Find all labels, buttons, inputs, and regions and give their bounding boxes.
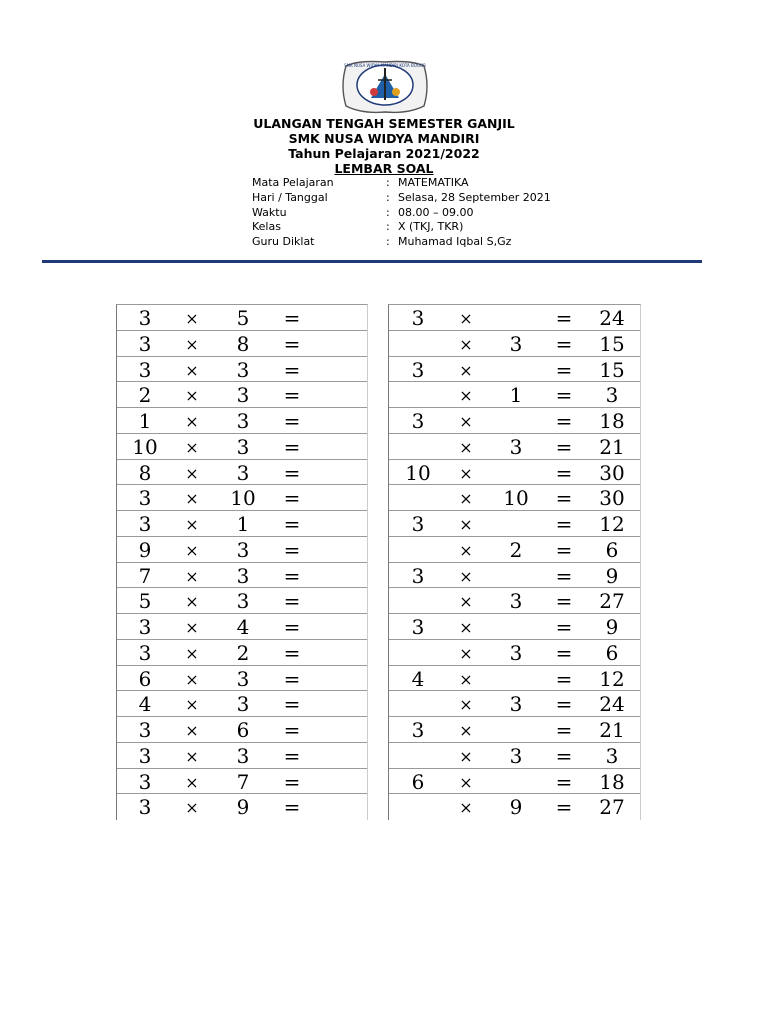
times-sign: × [185, 695, 199, 715]
table-row [117, 382, 367, 408]
factor-a [389, 537, 447, 562]
factor-b: 3 [236, 357, 250, 382]
product: 3 [605, 743, 619, 768]
table-row [389, 382, 640, 408]
table-row [117, 357, 367, 383]
factor-a: 3 [138, 331, 152, 356]
times-sign: × [459, 489, 473, 509]
info-value: Muhamad Iqbal S,Gz [398, 235, 512, 249]
factor-a: 10 [405, 460, 431, 485]
times-sign: × [185, 540, 199, 560]
times-sign: × [459, 721, 473, 740]
factor-a [389, 331, 447, 356]
product: 15 [599, 331, 625, 356]
factor-b: 3 [236, 692, 250, 717]
times-sign: × [459, 643, 473, 663]
info-label: Hari / Tanggal [252, 190, 328, 204]
factor-b: 3 [509, 331, 523, 356]
equals-sign: = [555, 383, 573, 408]
info-label: Mata Pelajaran [252, 176, 334, 189]
product: 9 [605, 615, 619, 639]
times-sign: × [185, 721, 199, 740]
factor-b [489, 717, 543, 742]
factor-a [389, 691, 447, 716]
factor-a: 9 [138, 537, 152, 562]
factor-a: 3 [411, 357, 425, 382]
factor-b: 3 [236, 743, 250, 768]
factor-b [489, 511, 543, 536]
equals-sign: = [283, 512, 301, 536]
school-name: SMK NUSA WIDYA MANDIRI [288, 131, 480, 146]
table-row [117, 331, 367, 357]
factor-a [389, 640, 447, 665]
factor-a: 6 [411, 769, 425, 794]
product: 27 [599, 795, 625, 820]
info-colon: : [386, 235, 390, 249]
factor-b: 3 [236, 589, 250, 614]
factor-b: 3 [509, 692, 523, 717]
info-colon: : [386, 190, 390, 204]
equals-sign: = [555, 460, 573, 485]
table-row [389, 511, 640, 537]
equals-sign: = [555, 331, 573, 356]
info-row-date [252, 191, 551, 206]
exam-title: ULANGAN TENGAH SEMESTER GANJIL [253, 116, 515, 131]
times-sign: × [185, 309, 199, 328]
factor-a [389, 743, 447, 768]
table-row [117, 434, 367, 460]
factor-b [489, 563, 543, 588]
equals-sign: = [555, 718, 573, 742]
factor-b: 6 [236, 718, 250, 742]
table-row [117, 614, 367, 640]
info-colon: : [386, 220, 390, 234]
factor-b: 3 [236, 460, 250, 485]
table-row [389, 743, 640, 769]
info-value: X (TKJ, TKR) [398, 220, 464, 234]
factor-b: 9 [509, 795, 523, 820]
factor-a: 3 [138, 718, 152, 742]
info-row-teacher [252, 235, 551, 250]
info-colon: : [386, 205, 390, 219]
factor-b [489, 769, 543, 794]
table-row [389, 769, 640, 795]
factor-b: 8 [236, 331, 250, 356]
times-sign: × [185, 618, 199, 637]
factor-a: 6 [138, 666, 152, 691]
school-logo [338, 58, 432, 116]
table-row [117, 717, 367, 743]
product: 12 [599, 512, 625, 536]
factor-a: 10 [132, 434, 158, 459]
equals-sign: = [283, 537, 301, 562]
table-row [117, 640, 367, 666]
info-value: Selasa, 28 September 2021 [398, 190, 551, 204]
left-multiplication-table [116, 304, 368, 820]
table-row [389, 666, 640, 692]
times-sign: × [459, 592, 473, 612]
factor-a: 4 [411, 666, 425, 691]
factor-b [489, 357, 543, 382]
equals-sign: = [555, 743, 573, 768]
factor-b [489, 460, 543, 485]
table-row [389, 460, 640, 486]
equals-sign: = [283, 640, 301, 665]
factor-b: 3 [236, 666, 250, 691]
factor-a: 3 [411, 718, 425, 742]
equals-sign: = [283, 692, 301, 717]
factor-b: 2 [236, 640, 250, 665]
factor-b: 2 [509, 537, 523, 562]
factor-a: 4 [138, 692, 152, 717]
equals-sign: = [555, 512, 573, 536]
factor-b: 10 [230, 486, 256, 511]
product: 18 [599, 769, 625, 794]
times-sign: × [185, 489, 199, 509]
times-sign: × [185, 592, 199, 612]
factor-a: 3 [138, 795, 152, 820]
times-sign: × [459, 772, 473, 792]
table-row [117, 511, 367, 537]
equals-sign: = [283, 589, 301, 614]
factor-b [489, 614, 543, 639]
factor-a: 3 [411, 306, 425, 330]
equals-sign: = [555, 537, 573, 562]
factor-a [389, 588, 447, 613]
product: 24 [599, 306, 625, 330]
factor-b: 1 [509, 383, 523, 408]
factor-b: 3 [509, 640, 523, 665]
factor-b: 3 [236, 409, 250, 433]
equals-sign: = [555, 640, 573, 665]
times-sign: × [459, 463, 473, 483]
times-sign: × [185, 360, 199, 380]
table-row [389, 408, 640, 434]
factor-b [489, 408, 543, 433]
factor-b [489, 666, 543, 691]
times-sign: × [185, 334, 199, 354]
factor-a: 5 [138, 589, 152, 614]
times-sign: × [459, 515, 473, 534]
equals-sign: = [555, 589, 573, 614]
equals-sign: = [283, 795, 301, 820]
equals-sign: = [555, 486, 573, 511]
times-sign: × [185, 772, 199, 792]
table-row [117, 408, 367, 434]
equals-sign: = [283, 434, 301, 459]
equals-sign: = [283, 460, 301, 485]
table-row [117, 691, 367, 717]
exam-info [252, 176, 551, 250]
info-value: 08.00 – 09.00 [398, 205, 474, 219]
times-sign: × [459, 309, 473, 328]
product: 6 [605, 640, 619, 665]
table-row [117, 460, 367, 486]
factor-b: 3 [236, 563, 250, 588]
product: 6 [605, 537, 619, 562]
factor-b: 3 [509, 434, 523, 459]
times-sign: × [185, 566, 199, 586]
factor-a: 3 [138, 512, 152, 536]
times-sign: × [459, 437, 473, 457]
factor-a: 3 [138, 486, 152, 511]
factor-a: 7 [138, 563, 152, 588]
product: 21 [599, 718, 625, 742]
equals-sign: = [283, 563, 301, 588]
equals-sign: = [283, 306, 301, 330]
table-row [389, 305, 640, 331]
table-row [389, 794, 640, 820]
equals-sign: = [283, 769, 301, 794]
info-label: Kelas [252, 220, 281, 234]
info-row-class [252, 220, 551, 235]
table-row [117, 769, 367, 795]
table-row [389, 537, 640, 563]
table-row [117, 537, 367, 563]
factor-b: 3 [509, 743, 523, 768]
times-sign: × [459, 798, 473, 818]
times-sign: × [185, 412, 199, 431]
factor-b: 3 [236, 537, 250, 562]
product: 15 [599, 357, 625, 382]
table-row [117, 588, 367, 614]
equals-sign: = [555, 357, 573, 382]
equals-sign: = [283, 409, 301, 433]
table-row [389, 614, 640, 640]
times-sign: × [459, 386, 473, 406]
factor-a: 3 [138, 743, 152, 768]
times-sign: × [459, 746, 473, 766]
product: 21 [599, 434, 625, 459]
product: 30 [599, 486, 625, 511]
product: 3 [605, 383, 619, 408]
times-sign: × [185, 386, 199, 406]
table-row [389, 331, 640, 357]
times-sign: × [459, 618, 473, 637]
sheet-title: LEMBAR SOAL [334, 161, 434, 176]
times-sign: × [185, 437, 199, 457]
equals-sign: = [555, 666, 573, 691]
table-row [117, 794, 367, 820]
times-sign: × [185, 643, 199, 663]
table-row [117, 666, 367, 692]
factor-b: 3 [236, 383, 250, 408]
equals-sign: = [283, 357, 301, 382]
info-label: Waktu [252, 205, 287, 219]
factor-a: 3 [138, 615, 152, 639]
times-sign: × [185, 669, 199, 689]
times-sign: × [459, 412, 473, 431]
product: 18 [599, 409, 625, 433]
factor-a: 3 [138, 640, 152, 665]
factor-a [389, 485, 447, 510]
table-row [389, 640, 640, 666]
factor-b [489, 305, 543, 330]
factor-b: 3 [509, 589, 523, 614]
factor-a: 3 [138, 769, 152, 794]
table-row [389, 717, 640, 743]
times-sign: × [185, 798, 199, 818]
equals-sign: = [283, 331, 301, 356]
factor-b: 7 [236, 769, 250, 794]
table-row [117, 743, 367, 769]
header-divider [42, 260, 702, 263]
right-multiplication-table [388, 304, 641, 820]
times-sign: × [459, 566, 473, 586]
factor-b: 5 [236, 306, 250, 330]
table-row [389, 563, 640, 589]
logo-ring-text: SMK NUSA WIDYA MANDIRI KOTA BOGOR [344, 63, 426, 68]
times-sign: × [185, 746, 199, 766]
equals-sign: = [555, 434, 573, 459]
equals-sign: = [283, 486, 301, 511]
table-row [117, 485, 367, 511]
product: 30 [599, 460, 625, 485]
table-row [389, 357, 640, 383]
times-sign: × [459, 695, 473, 715]
factor-a: 3 [411, 563, 425, 588]
equals-sign: = [283, 615, 301, 639]
equals-sign: = [555, 692, 573, 717]
times-sign: × [459, 540, 473, 560]
factor-a: 3 [138, 306, 152, 330]
factor-a: 3 [411, 512, 425, 536]
equals-sign: = [555, 615, 573, 639]
equals-sign: = [555, 306, 573, 330]
table-row [117, 305, 367, 331]
equals-sign: = [283, 718, 301, 742]
times-sign: × [459, 669, 473, 689]
factor-a: 3 [138, 357, 152, 382]
equals-sign: = [555, 563, 573, 588]
info-row-subject [252, 176, 551, 191]
info-colon: : [386, 176, 390, 189]
factor-a: 8 [138, 460, 152, 485]
product: 9 [605, 563, 619, 588]
factor-a [389, 434, 447, 459]
info-label: Guru Diklat [252, 235, 315, 249]
equals-sign: = [283, 666, 301, 691]
table-row [389, 588, 640, 614]
times-sign: × [185, 515, 199, 534]
academic-year: Tahun Pelajaran 2021/2022 [288, 146, 480, 161]
equals-sign: = [283, 743, 301, 768]
info-row-time [252, 206, 551, 221]
times-sign: × [459, 360, 473, 380]
equals-sign: = [283, 383, 301, 408]
equals-sign: = [555, 409, 573, 433]
factor-a [389, 794, 447, 819]
factor-b: 10 [503, 486, 529, 511]
factor-a [389, 382, 447, 407]
factor-b: 9 [236, 795, 250, 820]
times-sign: × [459, 334, 473, 354]
factor-b: 3 [236, 434, 250, 459]
times-sign: × [185, 463, 199, 483]
equals-sign: = [555, 795, 573, 820]
factor-b: 1 [236, 512, 250, 536]
factor-a: 2 [138, 383, 152, 408]
factor-a: 3 [411, 615, 425, 639]
table-row [389, 434, 640, 460]
table-row [117, 563, 367, 589]
factor-a: 1 [138, 409, 152, 433]
factor-a: 3 [411, 409, 425, 433]
info-value: MATEMATIKA [398, 176, 469, 189]
table-row [389, 691, 640, 717]
factor-b: 4 [236, 615, 250, 639]
table-row [389, 485, 640, 511]
equals-sign: = [555, 769, 573, 794]
product: 12 [599, 666, 625, 691]
product: 27 [599, 589, 625, 614]
product: 24 [599, 692, 625, 717]
